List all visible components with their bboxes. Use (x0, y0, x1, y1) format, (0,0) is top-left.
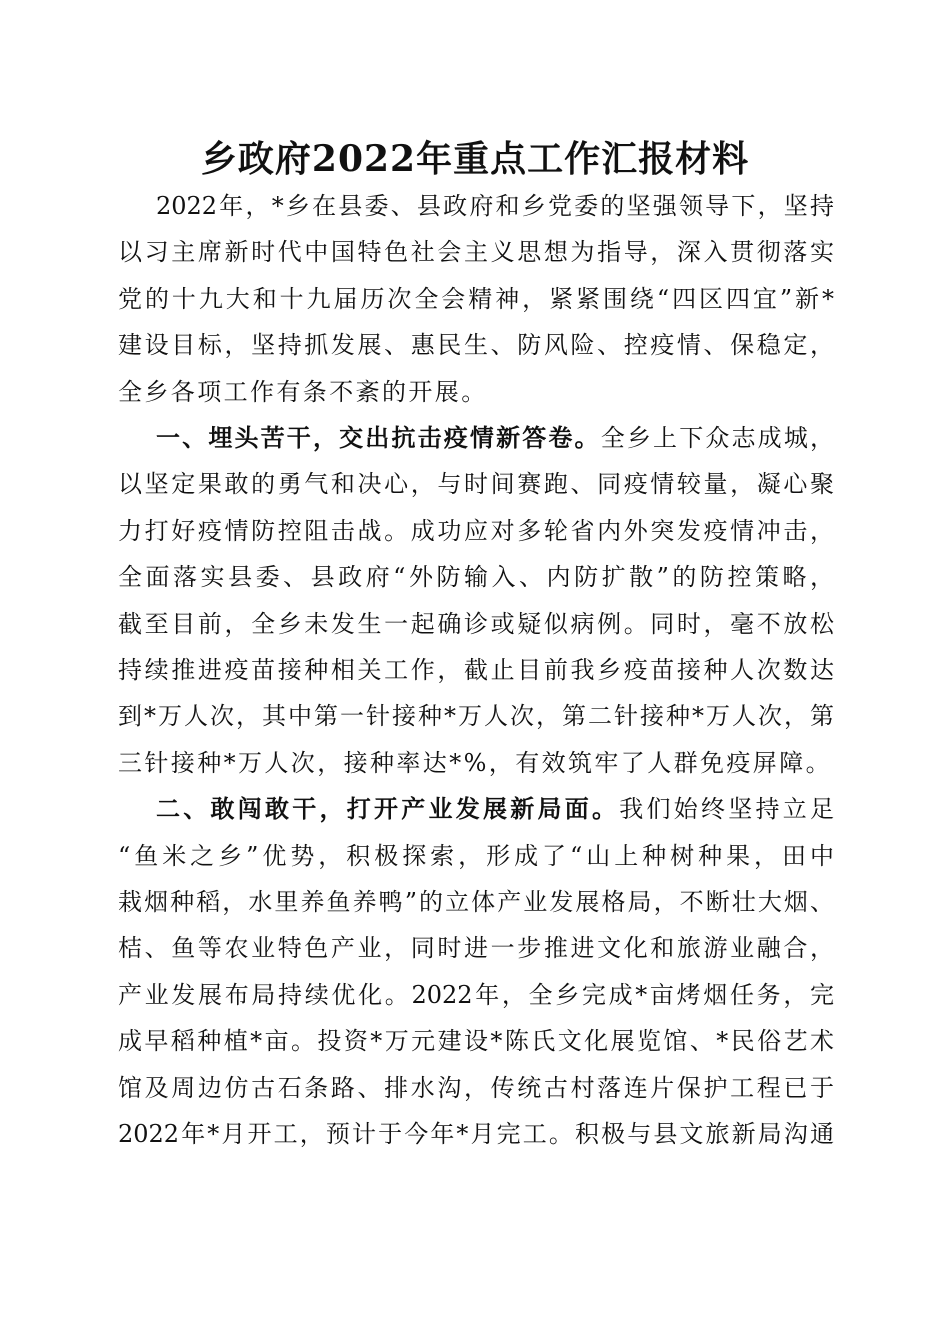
line-text: 全乡上下众志成城， (600, 424, 834, 452)
text-line (118, 879, 834, 925)
text-line (118, 647, 834, 693)
text-line (118, 925, 834, 971)
line-text: 全面落实县委、县政府“外防输入、内防扩散”的防控策略， (118, 563, 834, 592)
line-text: 成早稻种植*亩。投资*万元建设*陈氏文化展览馆、*民俗艺术 (118, 1027, 834, 1056)
line-text: 以习主席新时代中国特色社会主义思想为指导，深入贯彻落实 (118, 238, 834, 267)
line-text: 党的十九大和十九届历次全会精神，紧紧围绕“四区四宜”新* (118, 284, 834, 313)
line-text: 力打好疫情防控阻击战。成功应对多轮省内外突发疫情冲击， (118, 516, 834, 545)
text-line (118, 972, 834, 1018)
text-line (118, 1018, 834, 1064)
line-text: 馆及周边仿古石条路、排水沟，传统古村落连片保护工程已于 (118, 1073, 834, 1102)
text-line (118, 1111, 834, 1157)
text-line (118, 229, 834, 275)
line-text: 栽烟种稻，水里养鱼养鸭”的立体产业发展格局，不断壮大烟、 (118, 888, 834, 916)
line-text: 全乡各项工作有条不紊的开展。 (118, 377, 488, 406)
line-text: 建设目标，坚持抓发展、惠民生、防风险、控疫情、保稳定， (118, 331, 834, 360)
text-line (118, 740, 834, 786)
text-line (118, 833, 834, 879)
line-text: 持续推进疫苗接种相关工作，截止目前我乡疫苗接种人次数达 (118, 656, 834, 684)
text-line (118, 508, 834, 554)
line-text: “鱼米之乡”优势，积极探索，形成了“山上种树种果，田中 (118, 841, 834, 870)
text-line (118, 601, 834, 647)
text-line (118, 554, 834, 600)
line-text: 三针接种*万人次，接种率达*%，有效筑牢了人群免疫屏障。 (118, 748, 833, 777)
text-line (156, 786, 834, 832)
text-line (156, 415, 834, 461)
text-line (118, 369, 834, 415)
line-text: 2022年，*乡在县委、县政府和乡党委的坚强领导下，坚持 (156, 192, 834, 220)
section-heading: 二、敢闯敢干，打开产业发展新局面。 (156, 795, 620, 824)
line-text: 2022年*月开工，预计于今年*月完工。积极与县文旅新局沟通 (118, 1120, 834, 1148)
text-line (118, 693, 834, 739)
text-line (118, 322, 834, 368)
text-line (118, 276, 834, 322)
text-line (118, 1065, 834, 1111)
line-text: 到*万人次，其中第一针接种*万人次，第二针接种*万人次，第 (118, 702, 834, 731)
line-text: 截至目前，全乡未发生一起确诊或疑似病例。同时，毫不放松 (118, 609, 834, 638)
line-text: 以坚定果敢的勇气和决心，与时间赛跑、同疫情较量，凝心聚 (118, 470, 834, 499)
line-text: 我们始终坚持立足 (619, 795, 834, 824)
document-title: 乡政府2022年重点工作汇报材料 (200, 138, 750, 180)
section-heading: 一、埋头苦干，交出抗击疫情新答卷。 (156, 424, 601, 452)
text-line (156, 183, 834, 229)
text-line (118, 461, 834, 507)
line-text: 产业发展布局持续优化。2022年，全乡完成*亩烤烟任务，完 (118, 980, 834, 1009)
line-text: 桔、鱼等农业特色产业，同时进一步推进文化和旅游业融合， (118, 934, 834, 963)
